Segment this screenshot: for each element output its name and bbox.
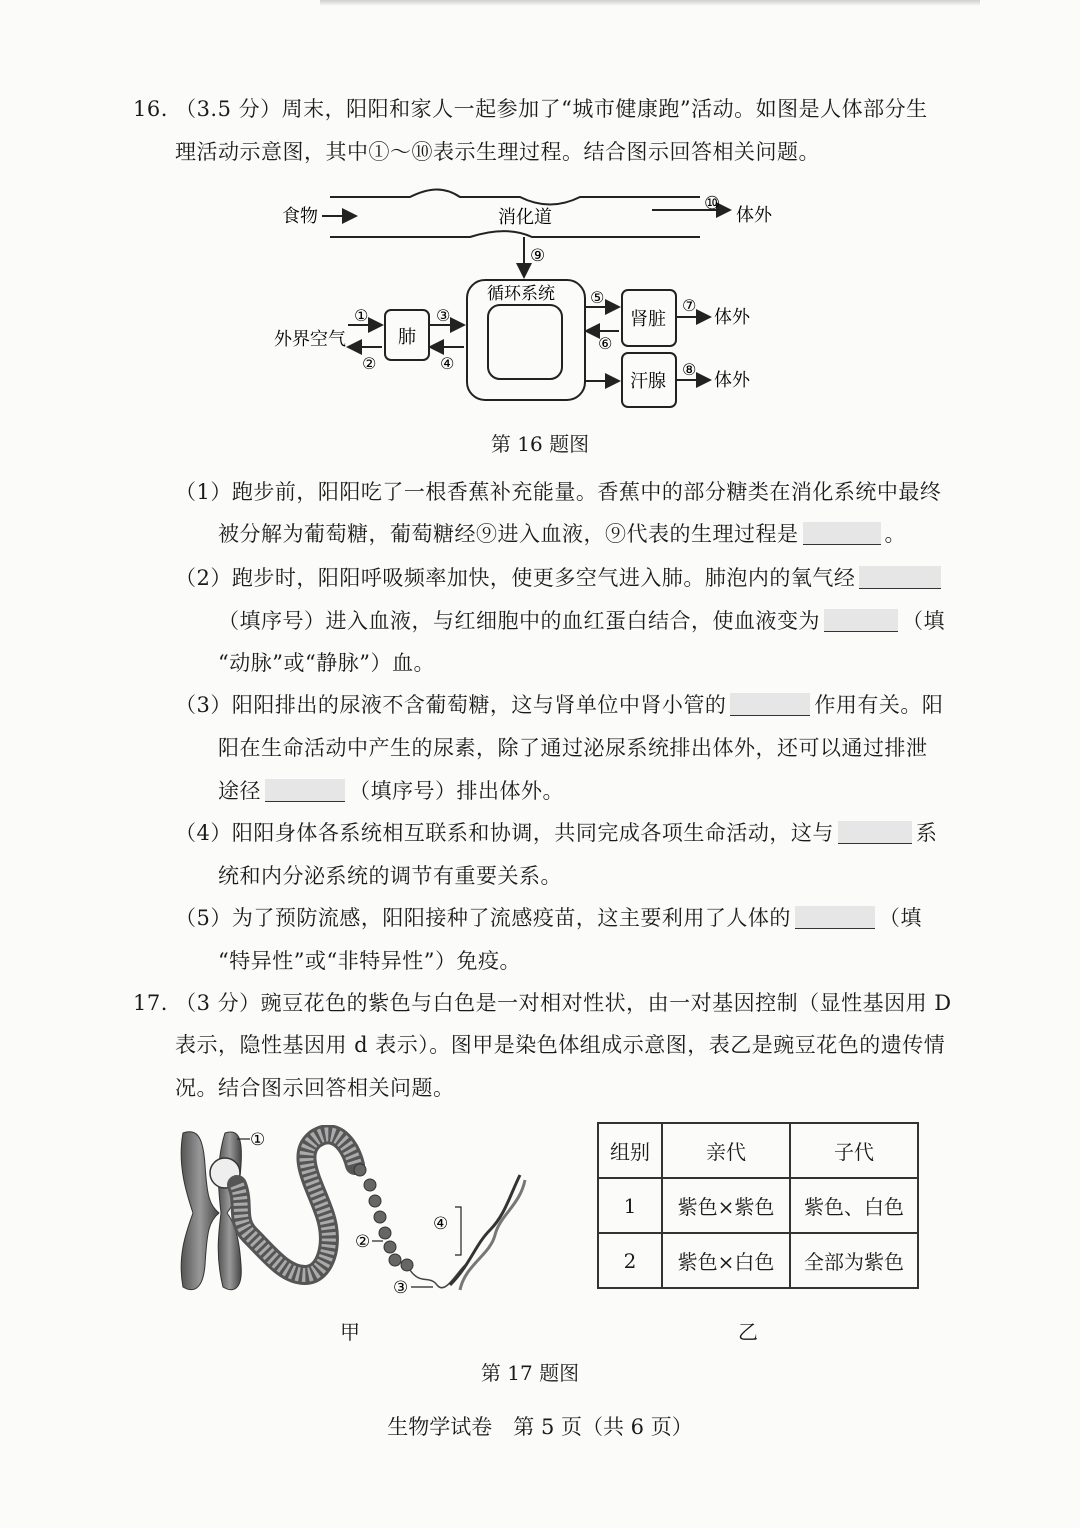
q16-s2b-end: （填 xyxy=(902,609,945,633)
header-parents: 亲代 xyxy=(662,1123,790,1178)
q16-s2c: “动脉”或“静脉”）血。 xyxy=(218,651,435,675)
answer-blank-5[interactable] xyxy=(265,779,345,802)
q16-s3b: 阳在生命活动中产生的尿素，除了通过泌尿系统排出体外，还可以通过排泄 xyxy=(218,736,928,760)
q17-caption: 第 17 题图 xyxy=(480,1361,580,1385)
q16-s5a-text: （5）为了预防流感，阳阳接种了流感疫苗，这主要利用了人体的 xyxy=(175,906,791,930)
p9-label: ⑨ xyxy=(530,246,546,266)
chromatin-coil xyxy=(237,1134,355,1275)
q16-s4b: 统和内分泌系统的调节有重要关系。 xyxy=(218,864,562,888)
q16-s3c xyxy=(218,776,564,806)
p7-label: ⑦ xyxy=(682,296,697,315)
table-header-row xyxy=(598,1123,918,1178)
q16-s1a: （1）跑步前，阳阳吃了一根香蕉补充能量。香蕉中的部分糖类在消化系统中最终 xyxy=(175,480,942,504)
q16-s5a-end: （填 xyxy=(878,906,922,930)
q16-s2b xyxy=(218,606,945,636)
q16-s2a-text: （2）跑步时，阳阳呼吸频率加快，使更多空气进入肺。肺泡内的氧气经 xyxy=(175,566,856,590)
tract-top-wall xyxy=(330,190,700,205)
q16-line2: 理活动示意图，其中①～⑩表示生理过程。结合图示回答相关问题。 xyxy=(175,140,820,164)
q16-s1b-text: 被分解为葡萄糖，葡萄糖经⑨进入血液，⑨代表的生理过程是 xyxy=(218,522,799,546)
row2-parents: 紫色×白色 xyxy=(662,1233,790,1288)
q16-caption: 第 16 题图 xyxy=(490,432,590,456)
p10-label: ⑩ xyxy=(704,193,721,214)
row1-group: 1 xyxy=(598,1178,662,1233)
table-row xyxy=(598,1233,918,1288)
tract-bottom-wall xyxy=(330,231,700,237)
bracket-4 xyxy=(455,1207,461,1255)
p4-label: ④ xyxy=(440,354,455,373)
p1-label: ① xyxy=(354,306,369,325)
out3-label: 体外 xyxy=(714,370,750,391)
answer-blank-2[interactable] xyxy=(859,566,941,589)
p2-label: ② xyxy=(362,354,377,373)
scan-edge xyxy=(320,0,980,6)
q16-s4a-text: （4）阳阳身体各系统相互联系和协调，共同完成各项生命活动，这与 xyxy=(175,821,834,845)
row2-offspring: 全部为紫色 xyxy=(790,1233,918,1288)
q17-line3: 况。结合图示回答相关问题。 xyxy=(175,1076,455,1100)
q16-s3c-text: 途径 xyxy=(218,779,261,803)
q16-s2a xyxy=(175,563,945,593)
nucleosome-beads xyxy=(354,1164,413,1271)
q16-s4a-end: 系 xyxy=(915,821,938,845)
circ-inner-box xyxy=(488,305,562,379)
marker-2: ② xyxy=(355,1232,371,1252)
q16-s3c-end: （填序号）排出体外。 xyxy=(349,779,564,803)
marker-4: ④ xyxy=(433,1214,449,1234)
answer-blank-4[interactable] xyxy=(730,693,810,716)
p8-label: ⑧ xyxy=(682,360,697,379)
q16-s1b xyxy=(218,519,906,549)
dna-helix-strand-b xyxy=(460,1180,525,1290)
kidney-label: 肾脏 xyxy=(630,309,666,330)
q17-line2: 表示，隐性基因用 d 表示）。图甲是染色体组成示意图，表乙是豌豆花色的遗传情 xyxy=(175,1033,946,1057)
out2-label: 体外 xyxy=(714,307,750,328)
q16-s2b-text: （填序号）进入血液，与红细胞中的血红蛋白结合，使血液变为 xyxy=(218,609,820,633)
row1-parents: 紫色×紫色 xyxy=(662,1178,790,1233)
q16-s5a xyxy=(175,903,922,933)
p5-label: ⑤ xyxy=(590,288,605,307)
answer-blank-3[interactable] xyxy=(824,609,898,632)
answer-blank-7[interactable] xyxy=(795,906,875,929)
sweat-label: 汗腺 xyxy=(630,371,666,392)
food-label: 食物 xyxy=(282,206,318,227)
q16-line1: 16. （3.5 分）周末，阳阳和家人一起参加了“城市健康跑”活动。如图是人体部分生 xyxy=(133,97,928,121)
air-label: 外界空气 xyxy=(274,329,346,350)
lung-label: 肺 xyxy=(398,327,416,348)
page-footer: 生物学试卷 第 5 页（共 6 页） xyxy=(387,1415,693,1439)
answer-blank-1[interactable] xyxy=(803,522,881,545)
marker-1: ① xyxy=(250,1130,266,1150)
q16-s5b: “特异性”或“非特异性”）免疫。 xyxy=(218,949,521,973)
table-row xyxy=(598,1178,918,1233)
inheritance-table xyxy=(597,1122,919,1289)
q16-diagram xyxy=(270,185,790,415)
marker-3: ③ xyxy=(393,1278,409,1298)
tract-label: 消化道 xyxy=(498,207,552,228)
q16-s3a xyxy=(175,690,943,720)
label-yi: 乙 xyxy=(738,1320,758,1344)
q16-s3a-end: 作用有关。阳 xyxy=(814,693,944,717)
header-offspring: 子代 xyxy=(790,1123,918,1178)
chromosome xyxy=(181,1132,219,1290)
chromosome-figure xyxy=(175,1125,535,1300)
p6-label: ⑥ xyxy=(598,334,613,353)
q17-line1: 17. （3 分）豌豆花色的紫色与白色是一对相对性状，由一对基因控制（显性基因用 D xyxy=(133,991,952,1015)
row1-offspring: 紫色、白色 xyxy=(790,1178,918,1233)
row2-group: 2 xyxy=(598,1233,662,1288)
label-jia: 甲 xyxy=(340,1320,360,1344)
q16-s4a xyxy=(175,818,937,848)
answer-blank-6[interactable] xyxy=(838,821,912,844)
q16-s1b-end: 。 xyxy=(884,522,906,546)
q16-s3a-text: （3）阳阳排出的尿液不含葡萄糖，这与肾单位中肾小管的 xyxy=(175,693,727,717)
p3-label: ③ xyxy=(436,306,451,325)
out1-label: 体外 xyxy=(736,205,772,226)
header-group: 组别 xyxy=(598,1123,662,1178)
circ-label: 循环系统 xyxy=(487,284,555,304)
